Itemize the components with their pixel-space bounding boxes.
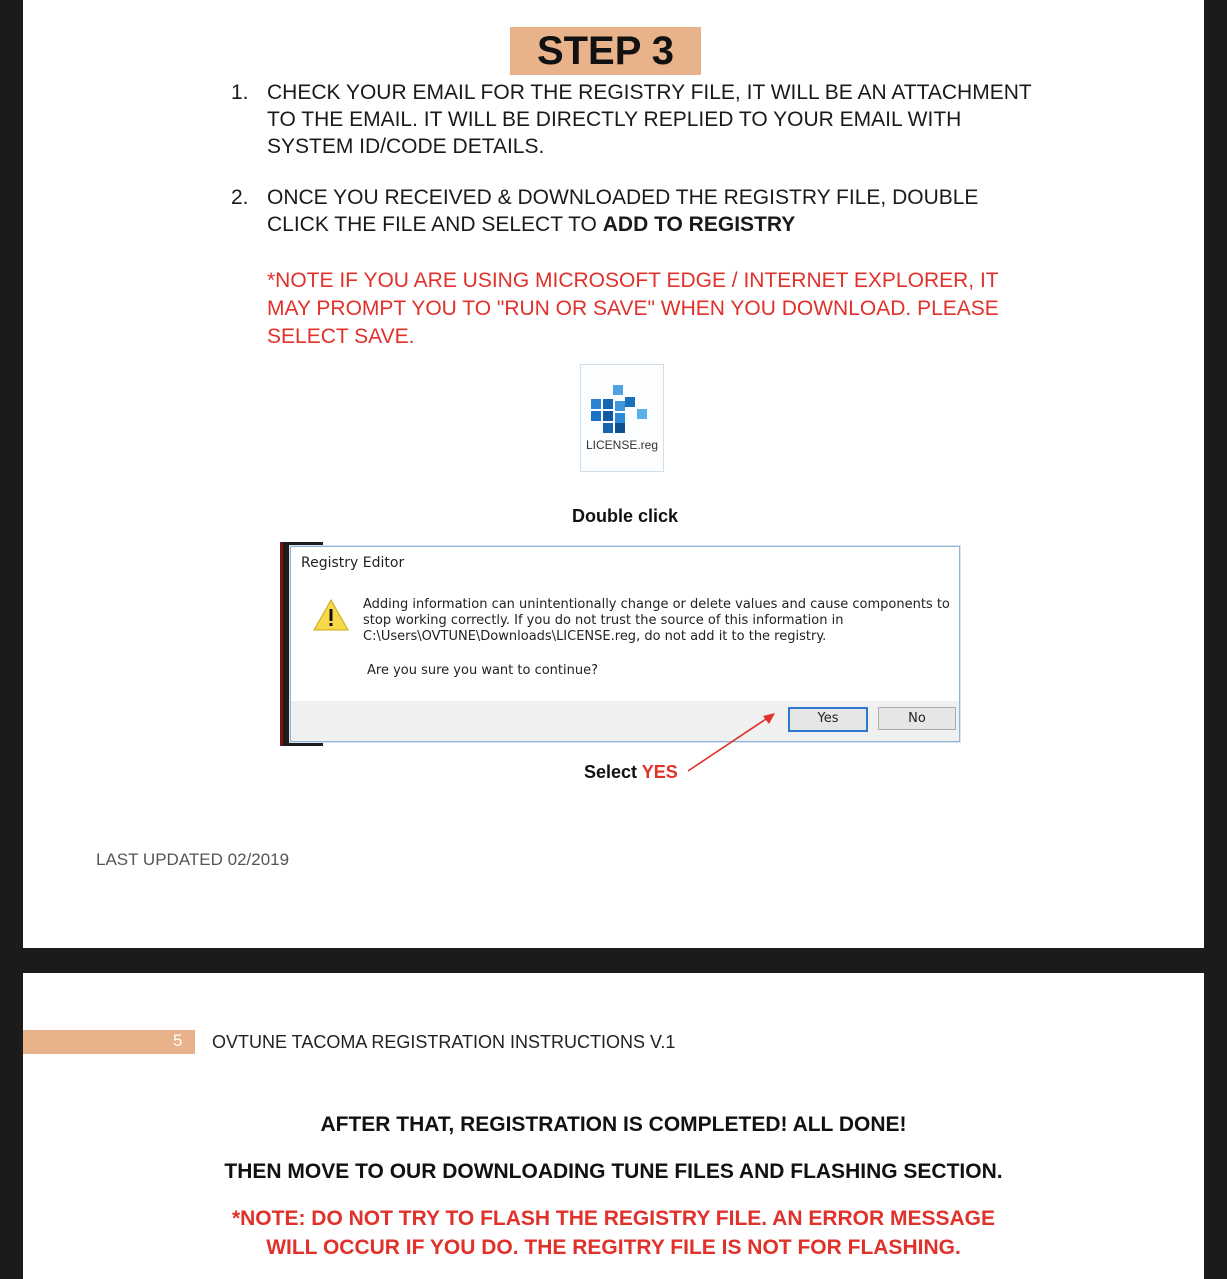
document-title: OVTUNE TACOMA REGISTRATION INSTRUCTIONS V.1	[212, 1032, 676, 1052]
document-page-1	[23, 0, 1204, 948]
flash-warning	[23, 1204, 1204, 1262]
registry-editor-dialog	[290, 546, 960, 742]
document-page-2	[23, 973, 1204, 1279]
license-file[interactable]	[580, 364, 664, 472]
select-yes-caption	[584, 762, 678, 783]
instruction-number: 1.	[231, 81, 249, 104]
no-button[interactable]: No	[878, 707, 956, 730]
page-number: 5	[173, 1031, 183, 1050]
dialog-question: Are you sure you want to continue?	[367, 663, 598, 678]
browser-note: *NOTE IF YOU ARE USING MICROSOFT EDGE / INTERNET EXPLORER, IT MAY PROMPT YOU TO "RUN OR SAVE" WHEN YOU DOWNLOAD. PLEASE SELECT SAVE.	[267, 269, 999, 348]
registry-cube-icon	[585, 383, 657, 435]
last-updated: LAST UPDATED 02/2019	[96, 850, 290, 869]
pointer-arrow-icon	[683, 705, 783, 777]
yes-highlight: YES	[641, 762, 678, 782]
instruction-text: CHECK YOUR EMAIL FOR THE REGISTRY FILE, IT WILL BE AN ATTACHMENT TO THE EMAIL. IT WILL BE DIRECTLY REPLIED TO YOUR EMAIL WITH SYSTEM ID/CODE DETAILS.	[267, 81, 1032, 158]
flash-warning-line-2: WILL OCCUR IF YOU DO. THE REGITRY FILE IS NOT FOR FLASHING.	[266, 1236, 961, 1259]
instruction-text: ONCE YOU RECEIVED & DOWNLOADED THE REGISTRY FILE, DOUBLE CLICK THE FILE AND SELECT TO	[267, 186, 979, 236]
completion-message: AFTER THAT, REGISTRATION IS COMPLETED! ALL DONE!	[320, 1113, 907, 1136]
dialog-message: Adding information can unintentionally change or delete values and cause components to stop working correctly. If you do not trust the source of this information in C:\Users\OVTUNE\Downloads\LICENSE.reg, do not add it to the registry.	[363, 597, 950, 644]
instruction-text-wrap	[267, 184, 1037, 238]
step-title: STEP 3	[510, 27, 701, 75]
next-section-message: THEN MOVE TO OUR DOWNLOADING TUNE FILES AND FLASHING SECTION.	[224, 1160, 1003, 1183]
flash-warning-line-1: *NOTE: DO NOT TRY TO FLASH THE REGISTRY FILE. AN ERROR MESSAGE	[231, 1207, 996, 1230]
page-number-bar	[23, 1030, 195, 1054]
dialog-title: Registry Editor	[301, 555, 405, 571]
yes-button[interactable]: Yes	[788, 707, 868, 732]
double-click-caption: Double click	[572, 506, 679, 526]
instruction-number: 2.	[231, 186, 249, 209]
warning-icon	[313, 599, 349, 631]
file-name: LICENSE.reg	[585, 438, 659, 452]
select-label: Select	[584, 762, 642, 782]
registry-editor-screenshot	[280, 536, 970, 746]
instruction-bold-text: ADD TO REGISTRY	[602, 213, 796, 236]
